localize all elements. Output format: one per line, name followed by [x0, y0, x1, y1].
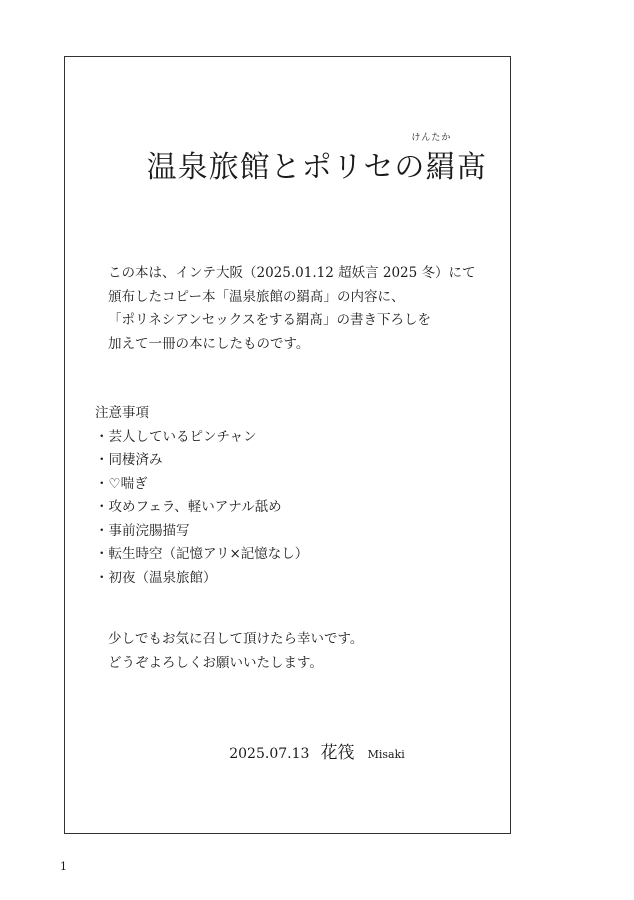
- notes-item: ・初夜（温泉旅館）: [95, 569, 217, 586]
- notes-item: ・♡喘ぎ: [95, 475, 148, 492]
- intro-line: 頒布したコピー本「温泉旅館の羂髙」の内容に、: [108, 288, 405, 305]
- notes-section: [95, 402, 495, 590]
- closing-line: 少しでもお気に召して頂けたら幸いです。: [108, 631, 364, 647]
- page-number: 1: [60, 860, 67, 873]
- notes-item: ・転生時空（記憶アリ×記憶なし）: [95, 546, 309, 562]
- signature-name: 花筏: [320, 743, 355, 763]
- signature-latin-name: Misaki: [367, 748, 405, 761]
- closing-line: どうぞよろしくお願いいたします。: [108, 654, 323, 671]
- signature: [0, 738, 634, 763]
- closing-paragraph: [108, 628, 508, 675]
- notes-item: ・芸人しているピンチャン: [95, 428, 257, 445]
- notes-heading: 注意事項: [95, 405, 149, 421]
- title-block: [0, 133, 634, 186]
- signature-date: 2025.07.13: [229, 746, 310, 762]
- intro-line: 「ポリネシアンセックスをする羂髙」の書き下ろしを: [108, 312, 432, 328]
- intro-line: この本は、インテ大阪（2025.01.12 超妖言 2025 冬）にて: [108, 265, 476, 281]
- title-ruby: けんたか: [411, 133, 452, 143]
- notes-item: ・事前浣腸描写: [95, 522, 190, 539]
- title-text: 温泉旅館とポリセの羂髙: [146, 150, 488, 185]
- notes-item: ・攻めフェラ、軽いアナル舐め: [95, 499, 282, 515]
- notes-item: ・同棲済み: [95, 452, 163, 468]
- intro-line: 加えて一冊の本にしたものです。: [108, 335, 310, 352]
- intro-paragraph: [108, 262, 508, 356]
- book-title: [146, 133, 488, 186]
